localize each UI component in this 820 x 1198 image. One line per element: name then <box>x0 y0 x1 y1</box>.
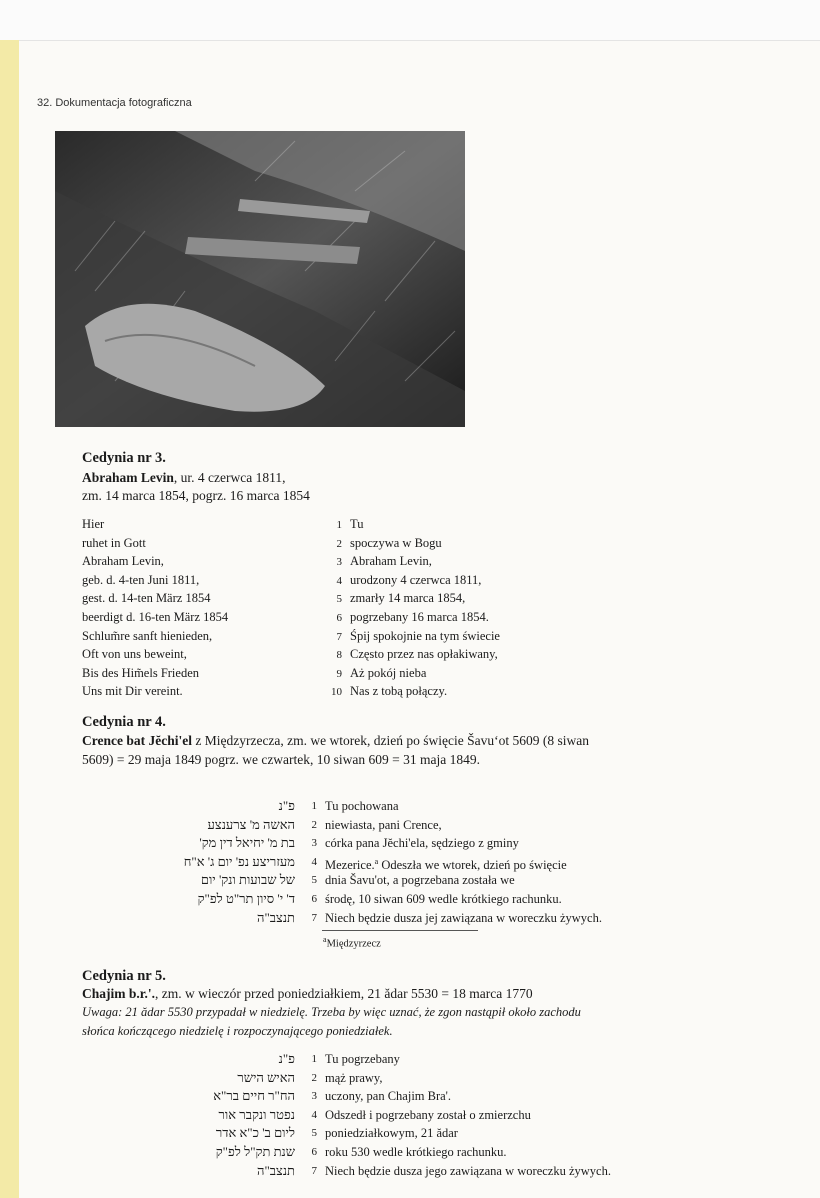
section5-heading-line1 <box>82 986 533 1002</box>
section5-inscription-table <box>55 1050 611 1180</box>
section3-title: Cedynia nr 3. <box>82 450 166 466</box>
polish-line: Tu pochowana <box>325 799 399 813</box>
inscription-row: מעזריצע נפ' יום ג' א"ח 4 Mezerice.$^a$ Odeszła we wtorek, dzień po święcie <box>55 853 602 872</box>
section3-heading-line2: zm. 14 marca 1854, pogrz. 16 marca 1854 <box>82 488 310 503</box>
german-line: geb. d. 4-ten Juni 1811, <box>82 572 200 587</box>
section3-heading-line1 <box>82 470 285 486</box>
section4-heading-line1 <box>82 733 589 749</box>
german-line: Uns mit Dir vereint. <box>82 684 183 699</box>
section4-heading-line2: 5609) = 29 maja 1849 pogrz. we czwartek, 10 siwan 609 = 31 maja 1849. <box>82 752 481 767</box>
inscription-row: פ"נ 1 Tu pochowana <box>55 797 602 816</box>
polish-line: środę, 10 siwan 609 wedle krótkiego rachunku. <box>325 891 562 906</box>
hebrew-line: ד' י' סיון תר"ט לפ"ק <box>197 890 295 906</box>
hebrew-line: בת מ' יחיאל דין מק' <box>199 835 295 851</box>
section5-title: Cedynia nr 5. <box>82 968 166 984</box>
inscription-row: בת מ' יחיאל דין מק' 3 córka pana Jĕchi'ela, sędziego z gminy <box>55 834 602 853</box>
section5-note-line2: słońca kończącego niedzielę i rozpoczynającego poniedziałek. <box>82 1024 393 1038</box>
polish-line: poniedziałkowym, 21 ădar <box>325 1126 458 1141</box>
polish-line: 10 Nas z tobą połączy. <box>331 684 448 699</box>
polish-line: 9 Aż pokój nieba <box>336 665 427 680</box>
hebrew-line: מעזריצע נפ' יום ג' א"ח <box>183 853 295 869</box>
section3-german-inscription <box>82 515 228 701</box>
hebrew-line: הח"ר חיים בר"א <box>213 1088 295 1104</box>
scan-top-margin <box>0 0 820 41</box>
german-line: gest. d. 14-ten März 1854 <box>82 591 211 606</box>
polish-line: 1 Tu <box>336 517 364 531</box>
section5-details: , zm. w wieczór przed poniedziałkiem, 21 ădar 5530 = 18 marca 1770 <box>155 986 533 1001</box>
inscription-row: האשה מ' צרענצע 2 niewiasta, pani Crence, <box>55 816 602 835</box>
section4-details: z Międzyrzecza, zm. we wtorek, dzień po święcie Šavu‘ot 5609 (8 siwan <box>191 733 589 748</box>
running-head: 32. Dokumentacja fotograficzna <box>37 97 192 109</box>
polish-line: 2 spoczywa w Bogu <box>336 535 442 550</box>
hebrew-line: תנצב"ה <box>256 909 295 925</box>
footnote-marker: a <box>374 856 379 866</box>
polish-line: 6 pogrzebany 16 marca 1854. <box>336 609 489 624</box>
inscription-row: נפטר ונקבר אור 4 Odszedł i pogrzebany został o zmierzchu <box>55 1106 611 1125</box>
inscription-row: תנצב"ה 7 Niech będzie dusza jego zawiązana w woreczku żywych. <box>55 1162 611 1181</box>
polish-line: 4 urodzony 4 czerwca 1811, <box>336 572 482 587</box>
polish-line: dnia Šavu'ot, a pogrzebana została we <box>325 873 515 888</box>
german-line: Schlum̃re sanft hienieden, <box>82 628 213 643</box>
section3-polish-translation <box>322 515 500 701</box>
inscription-row: תנצב"ה 7 Niech będzie dusza jej zawiązana w woreczku żywych. <box>55 909 602 928</box>
polish-line: 8 Często przez nas opłakiwany, <box>336 647 498 662</box>
inscription-row: שנת תק"ל לפ"ק 6 roku 530 wedle krótkiego rachunku. <box>55 1143 611 1162</box>
inscription-row: האיש הישר 2 mąż prawy, <box>55 1069 611 1088</box>
german-line: Abraham Levin, <box>82 554 164 569</box>
german-line: Hier <box>82 517 105 531</box>
polish-line: 3 Abraham Levin, <box>336 554 432 569</box>
inscription-row: ליום ב' כ"א אדר 5 poniedziałkowym, 21 ădar <box>55 1124 611 1143</box>
inscription-row: ד' י' סיון תר"ט לפ"ק 6 środę, 10 siwan 609 wedle krótkiego rachunku. <box>55 890 602 909</box>
polish-line: uczony, pan Chajim Bra'. <box>325 1089 452 1104</box>
section3-birth: , ur. 4 czerwca 1811, <box>173 470 286 485</box>
footnote: $^a$Międzyrzecz <box>323 935 381 950</box>
polish-line: mąż prawy, <box>325 1070 383 1085</box>
hebrew-line: של שבועות ונק' יום <box>200 872 295 888</box>
polish-line: 7 Śpij spokojnie na tym świecie <box>336 628 500 643</box>
polish-line: Odszedł i pogrzebany został o zmierzchu <box>325 1107 531 1122</box>
section4-inscription-table <box>55 797 602 927</box>
polish-line: Niech będzie dusza jej zawiązana w woreczku żywych. <box>325 910 602 925</box>
hebrew-line: ליום ב' כ"א אדר <box>215 1125 295 1141</box>
hebrew-line: שנת תק"ל לפ"ק <box>215 1143 295 1159</box>
inscription-row: הח"ר חיים בר"א 3 uczony, pan Chajim Bra'. <box>55 1087 611 1106</box>
polish-line: Mezerice.$^a$ Odeszła we wtorek, dzień po święcie <box>325 856 567 872</box>
hebrew-line: נפטר ונקבר אור <box>218 1106 295 1122</box>
hebrew-line: תנצב"ה <box>256 1162 295 1178</box>
german-line: Bis des Him̃els Frieden <box>82 665 200 680</box>
german-line: ruhet in Gott <box>82 535 146 550</box>
hebrew-line: האיש הישר <box>237 1069 295 1085</box>
hebrew-line: האשה מ' צרענצע <box>207 816 295 832</box>
scan-left-edge <box>0 40 19 1198</box>
inscription-row: של שבועות ונק' יום 5 dnia Šavu'ot, a pogrzebana została we <box>55 871 602 890</box>
polish-line: 5 zmarły 14 marca 1854, <box>336 591 466 606</box>
footnote-rule <box>322 930 478 931</box>
polish-line: roku 530 wedle krótkiego rachunku. <box>325 1144 507 1159</box>
german-line: beerdigt d. 16-ten März 1854 <box>82 609 229 624</box>
section3-name: Abraham Levin <box>82 470 174 485</box>
hebrew-line: פ"נ <box>278 1051 295 1066</box>
section4-title: Cedynia nr 4. <box>82 714 166 730</box>
polish-line: Niech będzie dusza jego zawiązana w woreczku żywych. <box>325 1163 611 1178</box>
polish-line: Tu pogrzebany <box>325 1052 400 1066</box>
section5-name: Chajim b.r.'. <box>82 986 156 1001</box>
polish-line: córka pana Jĕchi'ela, sędziego z gminy <box>325 836 519 851</box>
german-line: Oft von uns beweint, <box>82 647 187 662</box>
polish-line: niewiasta, pani Crence, <box>325 817 442 832</box>
hebrew-line: פ"נ <box>278 798 295 813</box>
section4-name: Crence bat Jĕchi'el <box>82 733 192 748</box>
cemetery-photograph <box>55 131 465 427</box>
inscription-row: פ"נ 1 Tu pogrzebany <box>55 1050 611 1069</box>
section5-note-line1: Uwaga: 21 ădar 5530 przypadał w niedzielę. Trzeba by więc uznać, że zgon nastąpił około zachodu <box>82 1005 581 1019</box>
